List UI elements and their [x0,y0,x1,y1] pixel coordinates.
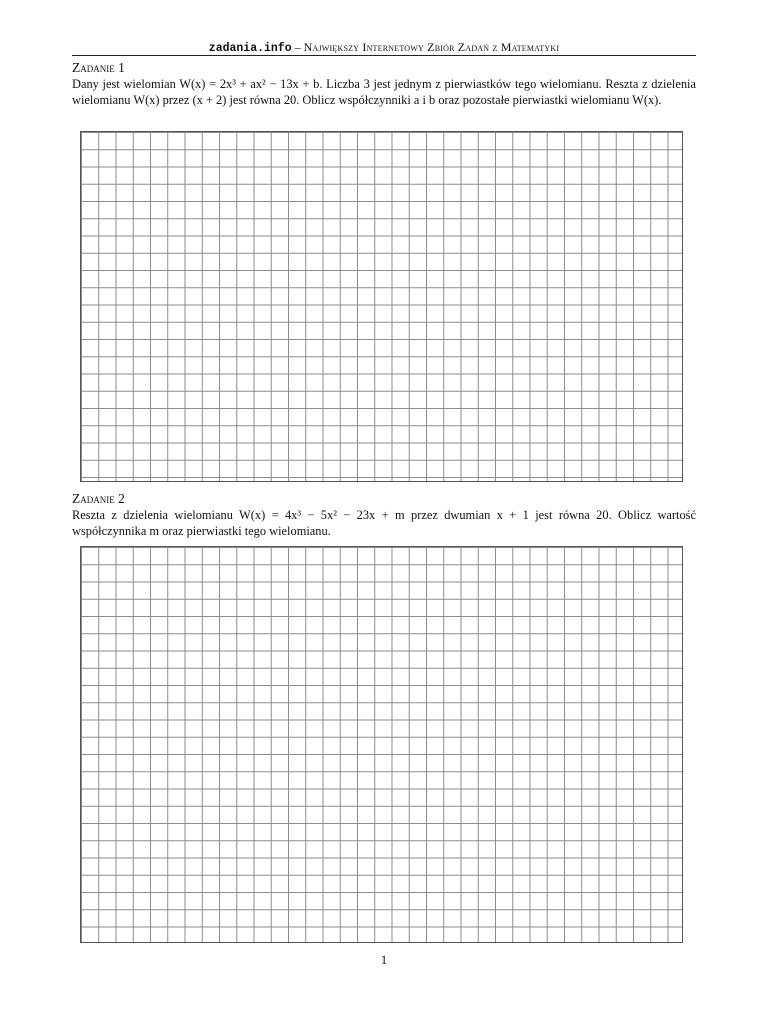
task-1-title: Zadanie 1 [72,60,125,75]
header-rule [72,55,696,56]
task-2-title: Zadanie 2 [72,491,125,506]
header-separator: – [291,40,304,54]
task-1-answer-grid[interactable] [80,131,683,482]
page-header [72,40,696,56]
task-1-text: Dany jest wielomian W(x) = 2x³ + ax² − 13x + b. Liczba 3 jest jednym z pierwiastków tego wielomianu. Reszta z dzielenia wielomianu W(x) przez (x + 2) jest równa 20. Oblicz współczynniki a i b oraz pozostałe pierwiastki wielomianu W(x). [72,77,696,107]
page-number: 1 [380,953,388,967]
task-2-text: Reszta z dzielenia wielomianu W(x) = 4x³ − 5x² − 23x + m przez dwumian x + 1 jest równa 20. Oblicz wartość współczynnika m oraz pierwiastki tego wielomianu. [72,508,696,538]
site-name: zadania.info [208,42,292,55]
task-2-answer-grid[interactable] [80,546,683,943]
header-title: Największy Internetowy Zbiór Zadań z Matematyki [303,40,560,54]
